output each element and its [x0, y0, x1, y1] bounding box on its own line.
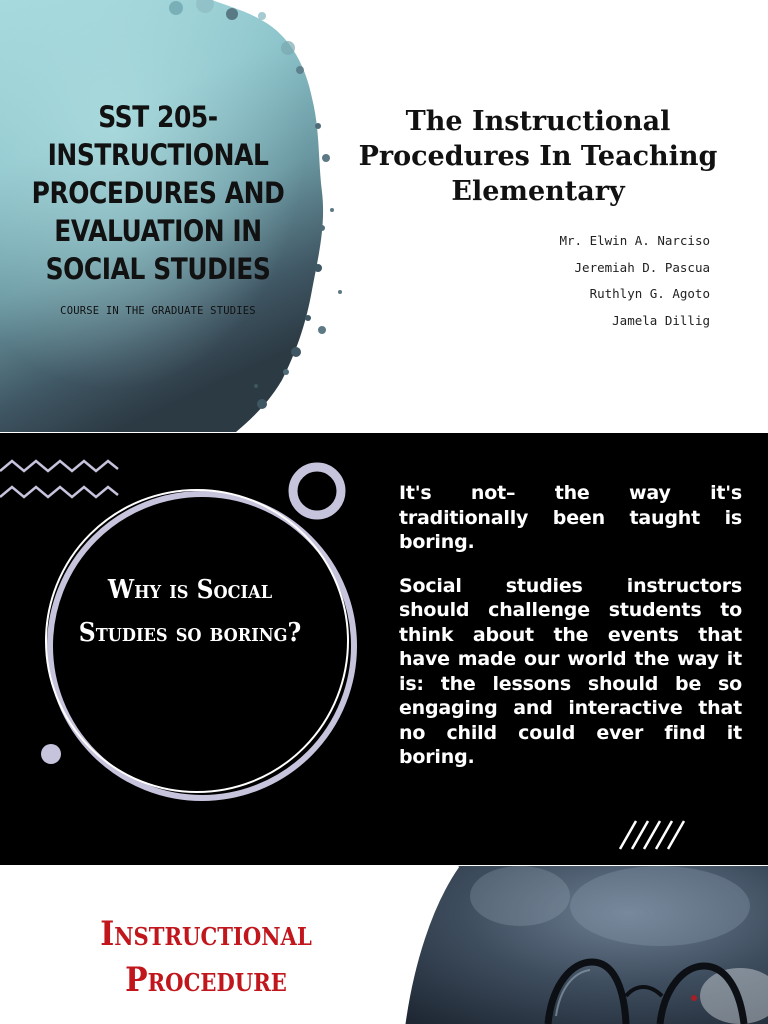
- question-slide: [0, 433, 768, 865]
- section-slide: [0, 866, 768, 1024]
- section-title: Instructional Procedure: [100, 914, 312, 1000]
- author-name: Mr. Elwin A. Narciso: [559, 233, 710, 248]
- author-name: Jamela Dillig: [612, 312, 710, 328]
- answer-text: [399, 481, 742, 789]
- title-slide: [0, 0, 768, 432]
- author-name: Ruthlyn G. Agoto: [589, 286, 710, 301]
- answer-paragraph: It's not– the way it's traditionally been taught is boring.: [399, 482, 742, 553]
- slash-lines: [620, 821, 684, 849]
- answer-paragraph: Social studies instructors should challenge students to think about the events that have made our world the way it is: the lessons should be so engaging and interactive that no child could ever find it boring.: [399, 574, 742, 768]
- author-name: Jeremiah D. Pascua: [574, 259, 710, 275]
- zigzag-lines: [0, 461, 118, 497]
- small-ring: [293, 467, 341, 515]
- small-dot: [41, 744, 61, 764]
- presentation-title: The Instructional Procedures In Teaching Elementary: [358, 106, 718, 207]
- author-list: [559, 233, 710, 339]
- question-heading: Why is Social Studies so boring?: [78, 575, 302, 648]
- course-title: SST 205- INSTRUCTIONAL PROCEDURES AND EVALUATION IN SOCIAL STUDIES: [31, 100, 285, 286]
- course-subtitle: COURSE IN THE GRADUATE STUDIES: [60, 305, 256, 317]
